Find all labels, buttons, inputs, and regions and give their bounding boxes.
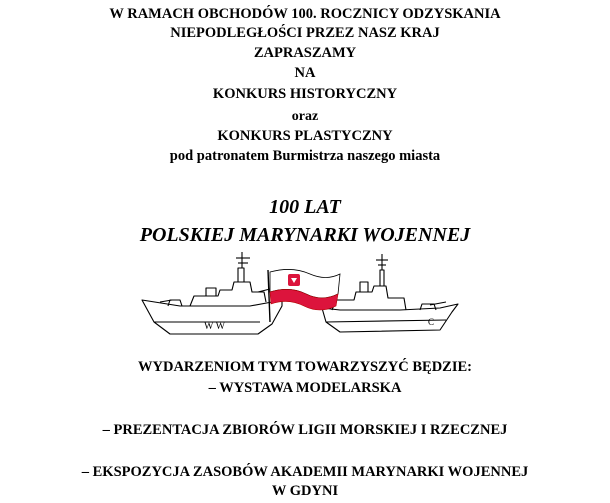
title-line-2: POLSKIEJ MARYNARKI WOJENNEJ bbox=[139, 224, 471, 246]
event-item-3: – EKSPOZYCJA ZASOBÓW AKADEMII MARYNARKI WOJENNEJ bbox=[81, 464, 529, 480]
warships-flag-illustration bbox=[140, 250, 460, 345]
warships-flag-svg bbox=[140, 250, 460, 345]
event-item-2: – PREZENTACJA ZBIORÓW LIGII MORSKIEJ I RZECZNEJ bbox=[102, 422, 508, 438]
left-ship-letters: W W bbox=[204, 321, 226, 332]
intro-line-7: KONKURS PLASTYCZNY bbox=[217, 128, 393, 144]
events-heading: WYDARZENIOM TYM TOWARZYSZYĆ BĘDZIE: bbox=[138, 359, 472, 375]
intro-line-4: NA bbox=[294, 65, 316, 81]
intro-line-2: NIEPODLEGŁOŚCI PRZEZ NASZ KRAJ bbox=[170, 25, 440, 41]
right-ship-letter: C bbox=[428, 317, 435, 327]
intro-line-1: W RAMACH OBCHODÓW 100. ROCZNICY ODZYSKANIA bbox=[109, 6, 501, 22]
intro-line-8: pod patronatem Burmistrza naszego miasta bbox=[169, 148, 441, 164]
intro-line-6: oraz bbox=[291, 109, 319, 124]
event-item-4: W GDYNI bbox=[271, 483, 339, 499]
event-item-1: – WYSTAWA MODELARSKA bbox=[208, 380, 402, 396]
title-line-1: 100 LAT bbox=[269, 196, 341, 218]
intro-line-3: ZAPRASZAMY bbox=[253, 45, 357, 61]
intro-line-5: KONKURS HISTORYCZNY bbox=[212, 86, 398, 102]
